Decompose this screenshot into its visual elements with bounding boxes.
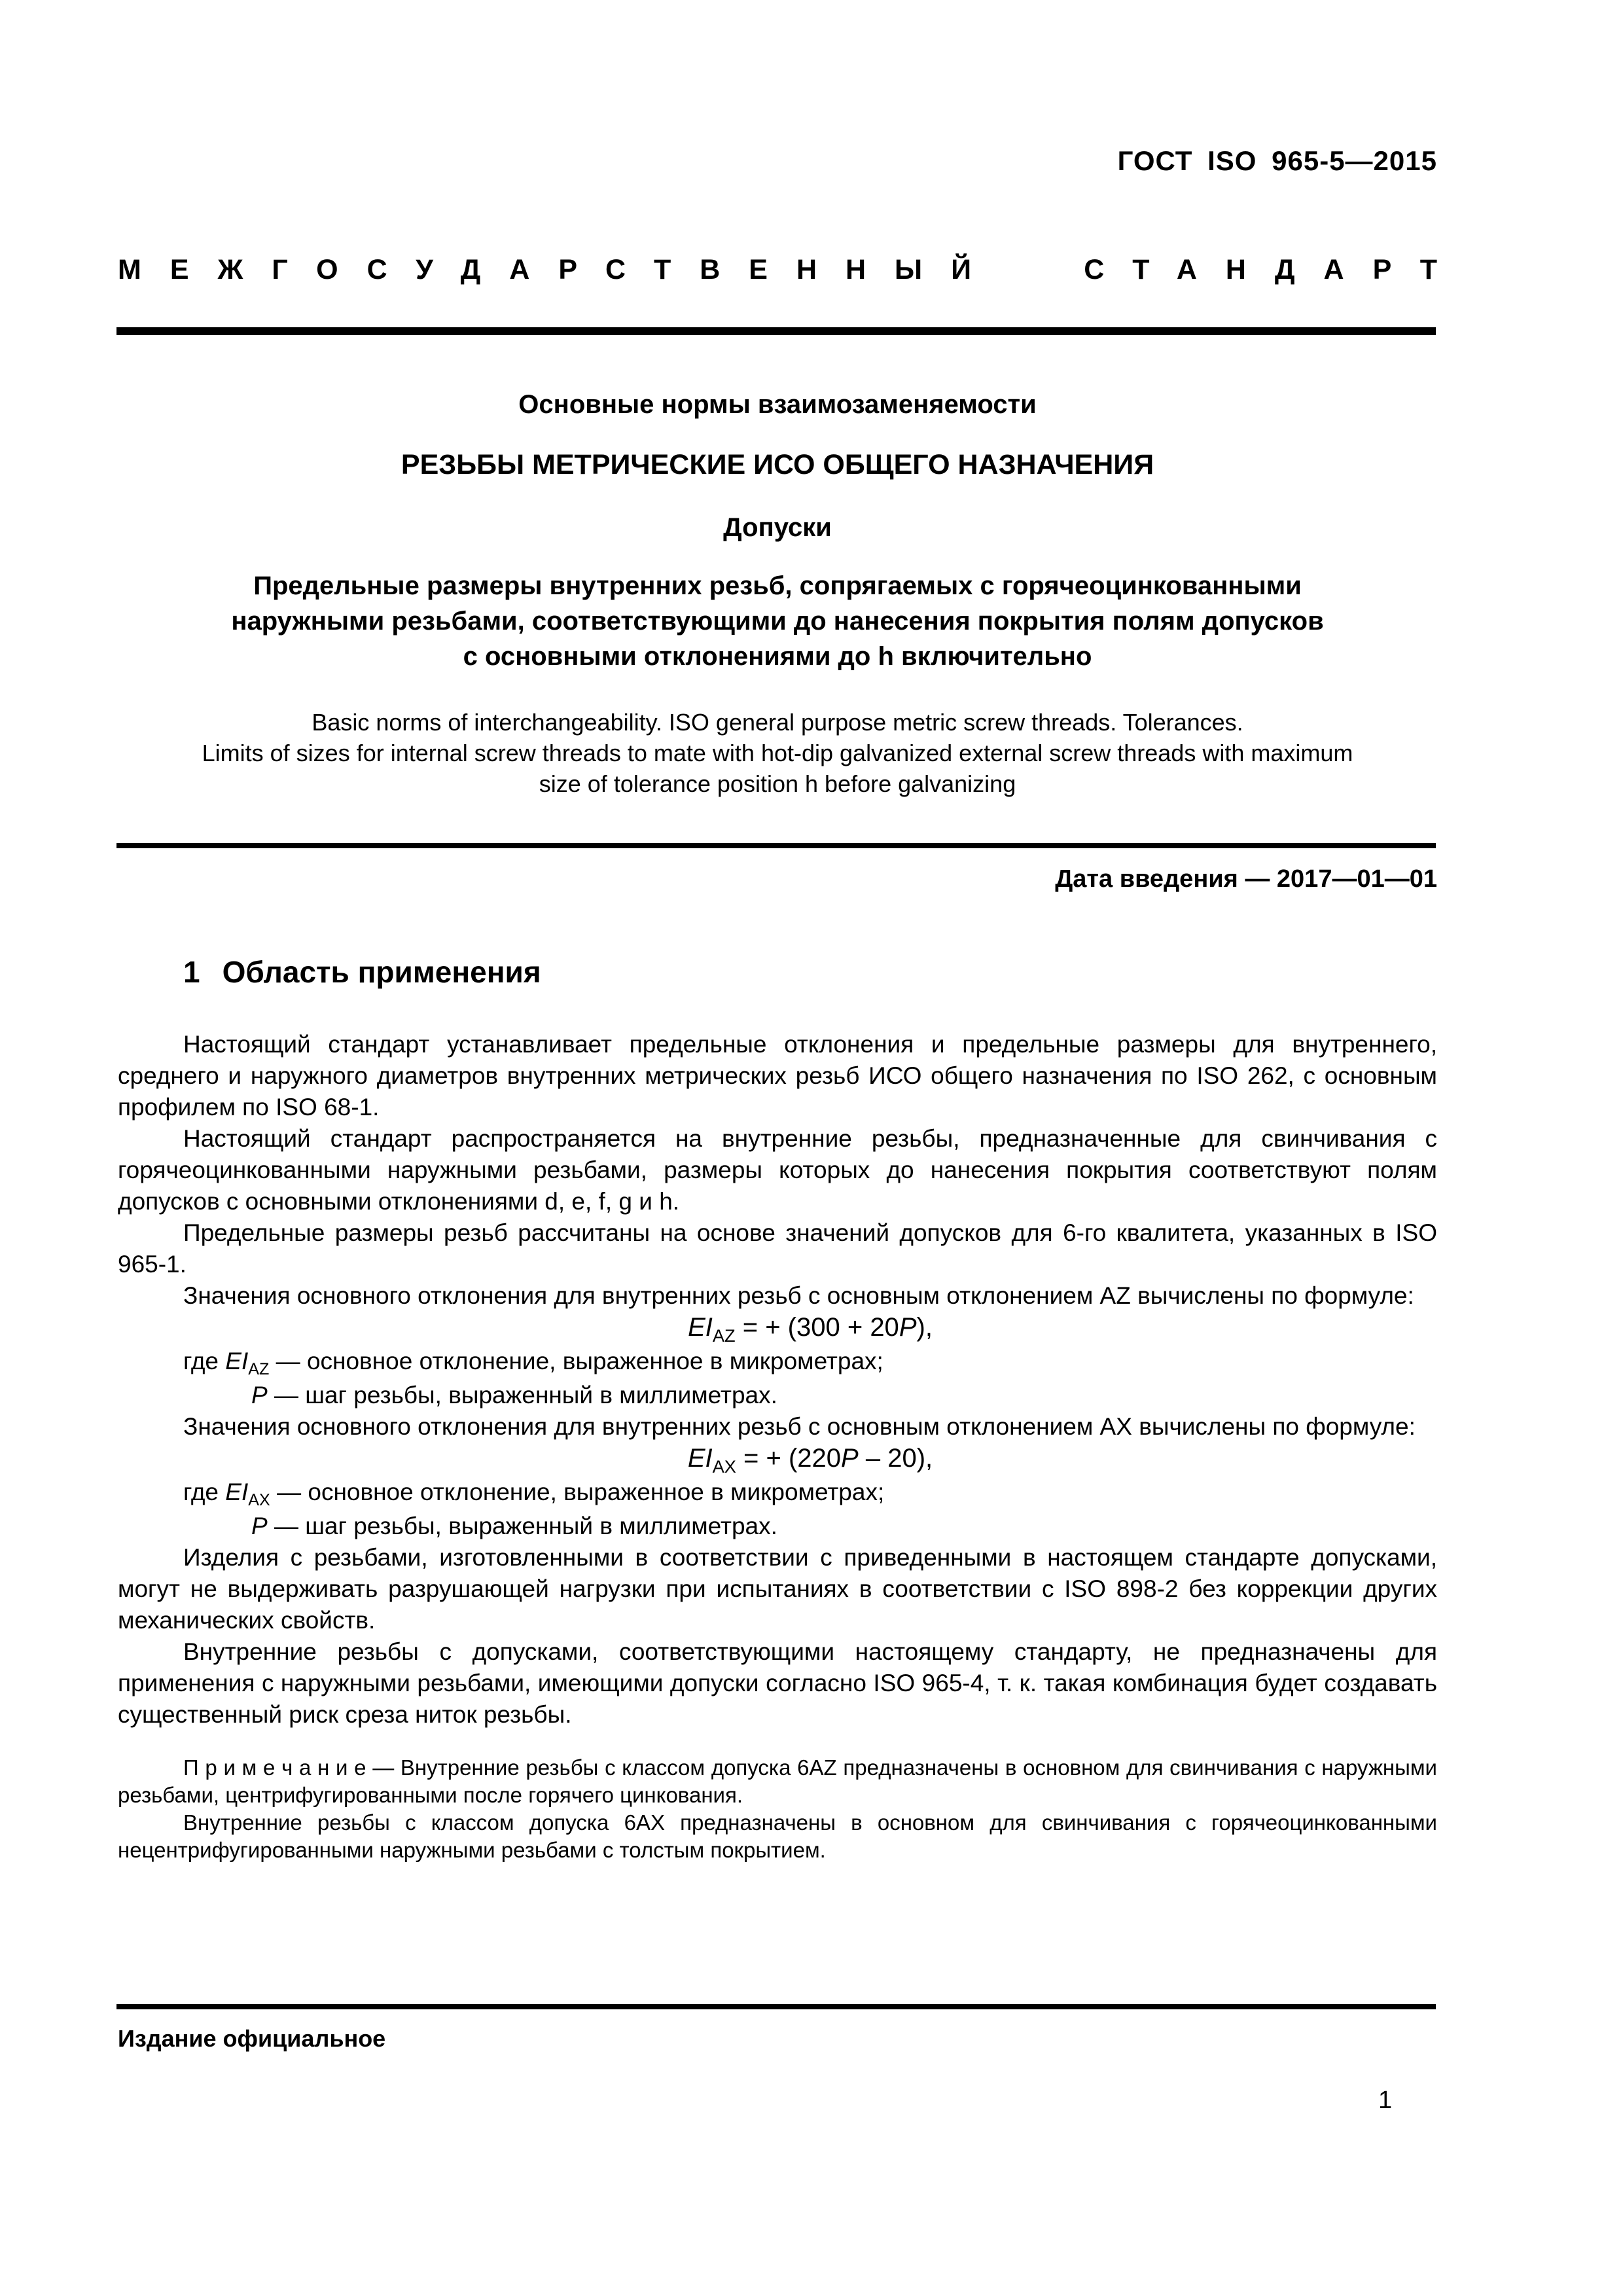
where-text: — шаг резьбы, выраженный в миллиметрах. <box>267 1382 777 1408</box>
formula-subscript: AZ <box>248 1360 270 1379</box>
english-line: size of tolerance position h before galvanizing <box>539 770 1016 797</box>
formula-variable: EI <box>225 1348 249 1374</box>
paragraph: Значения основного отклонения для внутренних резьб с основным отклонением AZ вычислены по формуле: <box>183 1282 1414 1309</box>
note: Внутренние резьбы с классом допуска 6AX предназначены в основном для свинчивания с горячеоцинкованными нецентрифугированными наружными резьбами с толстым покрытием. <box>118 1810 1437 1862</box>
paragraph: Внутренние резьбы с допусками, соответствующими настоящему стандарту, не предназначены для применения с наружными резьбами, имеющими допуски согласно ISO 965-4, т. к. такая комбинация будет создавать существенный риск среза ниток резьбы. <box>118 1638 1437 1728</box>
where-clause-p <box>118 1380 1437 1411</box>
where-clause-p <box>118 1511 1437 1542</box>
paragraph: Изделия с резьбами, изготовленными в соответствии с приведенными в настоящем стандарте допусками, могут не выдерживать разрушающей нагрузки при испытаниях в соответствии с ISO 898-2 без коррекции других механических свойств. <box>118 1544 1437 1634</box>
main-title: РЕЗЬБЫ МЕТРИЧЕСКИЕ ИСО ОБЩЕГО НАЗНАЧЕНИЯ <box>401 449 1154 480</box>
interstate-standard-banner <box>118 254 1466 286</box>
formula-expression: = + (300 + 20 <box>735 1313 899 1342</box>
where-text: — основное отклонение, выраженное в микрометрах; <box>270 1479 885 1505</box>
note: П р и м е ч а н и е — Внутренние резьбы с классом допуска 6AZ предназначены в основном для свинчивания с наружными резьбами, центрифугированными после горячего цинкования. <box>118 1755 1437 1807</box>
paragraph: Предельные размеры резьб рассчитаны на основе значений допусков для 6-го квалитета, указанных в ISO 965-1. <box>118 1219 1437 1278</box>
banner-word-1: МЕЖГОСУДАРСТВЕННЫЙ <box>118 254 1001 285</box>
formula-variable: P <box>251 1513 268 1539</box>
formula-variable: P <box>841 1444 859 1473</box>
english-line: Limits of sizes for internal screw threads to mate with hot-dip galvanized external screw threads with maximum <box>202 740 1353 766</box>
title-descriptor <box>118 568 1437 674</box>
formula-variable: EI <box>225 1479 249 1505</box>
where-text: — шаг резьбы, выраженный в миллиметрах. <box>267 1513 777 1539</box>
section-1-body <box>118 1029 1437 1864</box>
english-title <box>118 707 1437 799</box>
formula-expression: = + (220 <box>736 1444 842 1473</box>
introduction-date: Дата введения — 2017—01—01 <box>1055 865 1437 893</box>
sub-title: Допуски <box>723 513 832 542</box>
where-lead: где <box>183 1479 226 1505</box>
english-line: Basic norms of interchangeability. ISO general purpose metric screw threads. Tolerances. <box>312 709 1243 736</box>
paragraph: Настоящий стандарт распространяется на внутренние резьбы, предназначенные для свинчивания с горячеоцинкованными наружными резьбами, размеры которых до нанесения покрытия соответствуют полям допусков с основными отклонениями d, e, f, g и h. <box>118 1125 1437 1215</box>
where-text: — основное отклонение, выраженное в микрометрах; <box>269 1348 883 1374</box>
formula-subscript: AX <box>248 1491 270 1510</box>
formula-variable: P <box>251 1382 268 1408</box>
descriptor-line: с основными отклонениями до h включительно <box>463 642 1092 671</box>
paragraph: Значения основного отклонения для внутренних резьб с основным отклонением AX вычислены по формуле: <box>183 1413 1416 1440</box>
where-lead: где <box>183 1348 226 1374</box>
formula-ei-ax <box>118 1443 1437 1477</box>
formula-variable: EI <box>688 1313 713 1342</box>
formula-subscript: AX <box>712 1456 736 1477</box>
formula-expression: – 20), <box>858 1444 933 1473</box>
section-title: Область применения <box>222 955 541 989</box>
formula-ei-az <box>118 1312 1437 1346</box>
where-clause-ax <box>118 1477 1437 1511</box>
title-kicker: Основные нормы взаимозаменяемости <box>518 390 1037 419</box>
official-edition-label: Издание официальное <box>118 2025 386 2052</box>
descriptor-line: Предельные размеры внутренних резьб, сопрягаемых с горячеоцинкованными <box>253 571 1302 600</box>
descriptor-line: наружными резьбами, соответствующими до нанесения покрытия полям допусков <box>231 607 1324 636</box>
banner-divider-rule <box>116 327 1436 335</box>
paragraph: Настоящий стандарт устанавливает предельные отклонения и предельные размеры для внутреннего, среднего и наружного диаметров внутренних метрических резьб ИСО общего назначения по ISO 262, с основным профилем по ISO 68-1. <box>118 1031 1437 1121</box>
page-number: 1 <box>1378 2087 1393 2114</box>
date-divider-rule <box>116 843 1436 848</box>
where-clause-az <box>118 1346 1437 1380</box>
section-1-heading <box>118 954 1503 990</box>
notes-block <box>118 1754 1437 1864</box>
section-number: 1 <box>183 955 200 989</box>
formula-variable: P <box>899 1313 917 1342</box>
banner-word-2: СТАНДАРТ <box>1084 254 1466 285</box>
footer-divider-rule <box>116 2004 1436 2009</box>
formula-subscript: AZ <box>712 1325 736 1346</box>
document-number: ГОСТ ISO 965-5—2015 <box>1117 145 1437 176</box>
formula-variable: EI <box>687 1444 713 1473</box>
formula-expression: ), <box>916 1313 933 1342</box>
